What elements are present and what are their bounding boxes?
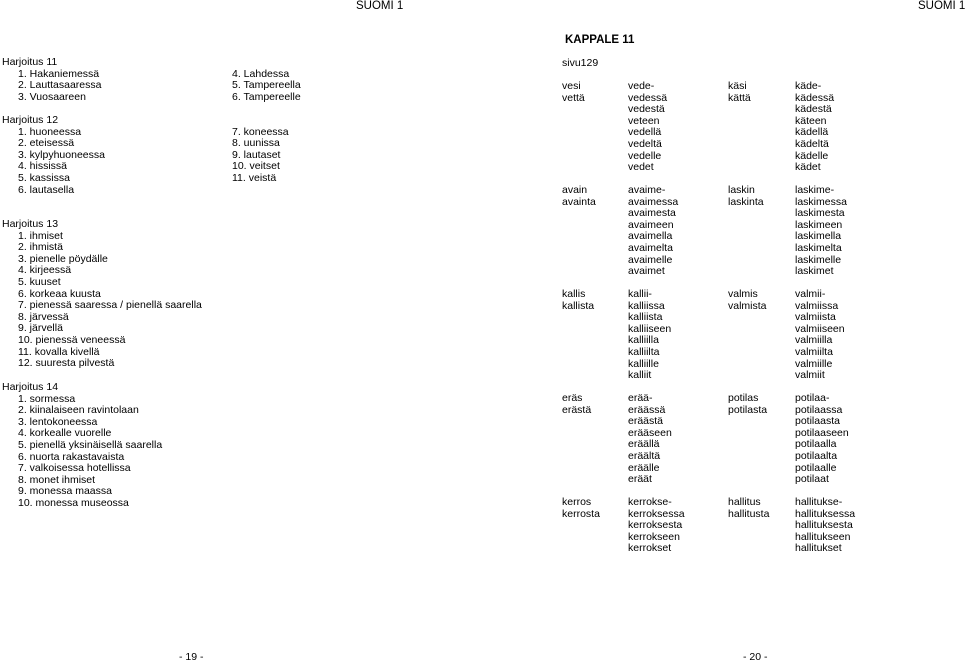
declension-form: potilaassa	[795, 403, 843, 416]
exercise-answer: 3. kylpyhuoneessa	[18, 148, 105, 161]
declension-form: laskimelle	[795, 253, 842, 266]
declension-form: vedellä	[628, 126, 662, 139]
exercise-answer: 6. nuorta rakastavaista	[18, 450, 125, 463]
exercise-answer: 5. kuuset	[18, 276, 61, 288]
declension-form: avainta	[562, 195, 596, 208]
declension-form: kallis	[562, 288, 586, 300]
declension-form: avain	[562, 184, 588, 196]
declension-form: avaimelle	[628, 253, 673, 266]
declension-form: kerrokseen	[628, 530, 680, 543]
declension-form: hallitukseen	[795, 530, 851, 543]
declension-form: vedessä	[628, 91, 668, 104]
declension-form: kerrokset	[628, 542, 672, 555]
declension-form: veteen	[628, 114, 660, 127]
exercise-answer: 2. eteisessä	[18, 137, 75, 150]
declension-form: vede-	[628, 80, 655, 92]
declension-form: laskimesta	[795, 207, 845, 220]
exercise-answer: 9. lautaset	[232, 148, 281, 161]
declension-form: kerrosta	[562, 507, 600, 520]
declension-form: erää-	[628, 392, 653, 404]
chapter-title: KAPPALE 11	[565, 34, 635, 46]
declension-form: potilaa-	[795, 392, 830, 404]
exercise-answer: 2. Lauttasaaressa	[18, 79, 102, 92]
declension-form: potilasta	[728, 403, 768, 416]
declension-form: potilaat	[795, 473, 829, 486]
exercise-answer: 11. veistä	[232, 172, 277, 184]
declension-form: eräässä	[628, 403, 666, 416]
declension-form: hallituksesta	[795, 519, 853, 532]
declension-form: valmiille	[795, 357, 833, 370]
header-right: SUOMI 1	[918, 0, 965, 12]
exercise-answer: 1. huoneessa	[18, 125, 82, 138]
declension-form: valmiilta	[795, 346, 833, 358]
exercise-answer: 7. pienessä saaressa / pienellä saarella	[18, 299, 202, 312]
exercise-answer: 3. Vuosaareen	[18, 90, 86, 103]
declension-form: kerros	[562, 496, 592, 508]
exercise-heading: Harjoitus 12	[2, 114, 59, 126]
declension-form: laskimella	[795, 230, 842, 243]
declension-form: avaimeen	[628, 218, 674, 231]
exercise-heading: Harjoitus 13	[2, 218, 59, 230]
exercise-answer: 10. monessa museossa	[18, 497, 129, 509]
declension-form: valmii-	[795, 288, 826, 300]
exercise-answer: 8. monet ihmiset	[18, 473, 96, 486]
declension-form: potilaalla	[795, 438, 837, 451]
declension-form: eräästä	[628, 415, 664, 428]
declension-form: valmiiseen	[795, 322, 845, 335]
declension-form: vedelle	[628, 149, 662, 162]
declension-form: kädet	[795, 161, 821, 174]
declension-form: kalliille	[628, 357, 659, 370]
declension-form: kädelle	[795, 149, 829, 162]
declension-form: laskimet	[795, 265, 834, 278]
page-number-left: - 19 -	[179, 651, 204, 663]
declension-form: valmiilla	[795, 334, 833, 347]
exercise-answer: 7. koneessa	[232, 125, 289, 138]
declension-form: kädellä	[795, 126, 829, 139]
declension-form: potilaaseen	[795, 426, 849, 439]
declension-form: vesi	[562, 80, 581, 92]
exercise-answer: 5. kassissa	[18, 172, 70, 184]
declension-form: kalliiseen	[628, 322, 672, 335]
exercise-answer: 9. monessa maassa	[18, 485, 112, 498]
exercise-answer: 9. järvellä	[18, 322, 63, 335]
exercise-answer: 4. korkealle vuorelle	[18, 427, 112, 440]
declension-form: hallituksessa	[795, 507, 856, 520]
declension-form: laskimelta	[795, 242, 842, 254]
declension-form: valmista	[728, 299, 767, 312]
exercise-answer: 10. veitset	[232, 160, 280, 173]
declension-form: kalliilta	[628, 346, 660, 358]
declension-form: vettä	[562, 91, 585, 104]
exercise-answer: 8. järvessä	[18, 310, 69, 323]
declension-form: eräälle	[628, 461, 660, 474]
declension-form: laskimeen	[795, 218, 843, 231]
exercise-answer: 10. pienessä veneessä	[18, 334, 126, 346]
exercise-answer: 4. hississä	[18, 160, 68, 173]
page-reference: sivu129	[562, 57, 599, 69]
exercise-answer: 5. pienellä yksinäisellä saarella	[18, 439, 163, 451]
declension-form: kerroksessa	[628, 507, 685, 520]
declension-form: avaimessa	[628, 195, 679, 208]
exercise-answer: 1. sormessa	[18, 392, 76, 405]
declension-form: vedet	[628, 161, 654, 174]
declension-form: valmis	[728, 288, 758, 300]
declension-form: kädessä	[795, 91, 835, 104]
declension-form: potilaalle	[795, 461, 837, 474]
exercise-answer: 4. Lahdessa	[232, 67, 290, 80]
declension-form: eräällä	[628, 438, 660, 451]
declension-form: kallii-	[628, 288, 652, 300]
exercise-answer: 2. kiinalaiseen ravintolaan	[18, 404, 139, 417]
exercise-answer: 6. lautasella	[18, 183, 75, 196]
declension-form: vedestä	[628, 103, 665, 116]
declension-form: kallista	[562, 299, 595, 312]
declension-form: avaimella	[628, 230, 673, 243]
declension-form: avaimet	[628, 265, 665, 278]
declension-form: eräältä	[628, 450, 661, 462]
declension-form: vedeltä	[628, 138, 662, 150]
exercise-heading: Harjoitus 11	[2, 56, 58, 68]
declension-form: kerroksesta	[628, 519, 683, 532]
declension-form: kerrokse-	[628, 496, 672, 508]
declension-form: kädestä	[795, 103, 832, 116]
exercise-heading: Harjoitus 14	[2, 381, 59, 393]
declension-form: käde-	[795, 80, 822, 92]
declension-form: eräs	[562, 392, 583, 404]
exercise-answer: 6. Tampereelle	[232, 90, 301, 103]
declension-form: potilas	[728, 392, 759, 404]
declension-form: laskin	[728, 184, 755, 196]
declension-form: kalliilla	[628, 334, 659, 347]
declension-form: eräät	[628, 473, 652, 486]
declension-form: avaimelta	[628, 242, 673, 254]
declension-form: kalliissa	[628, 299, 665, 312]
exercise-answer: 5. Tampereella	[232, 79, 301, 92]
exercise-answer: 1. Hakaniemessä	[18, 67, 100, 80]
declension-form: erästä	[562, 403, 592, 416]
declension-form: valmiista	[795, 311, 836, 324]
declension-form: potilaalta	[795, 450, 838, 462]
exercise-answer: 2. ihmistä	[18, 241, 63, 254]
exercise-answer: 3. lentokoneessa	[18, 415, 98, 428]
declension-form: laskinta	[728, 195, 764, 208]
declension-form: laskimessa	[795, 195, 847, 208]
declension-form: käteen	[795, 114, 827, 127]
declension-form: kalliista	[628, 311, 663, 324]
page-number-right: - 20 -	[743, 651, 768, 663]
declension-form: hallitukset	[795, 542, 842, 555]
declension-form: kättä	[728, 91, 751, 104]
exercise-answer: 11. kovalla kivellä	[18, 345, 100, 358]
header-left: SUOMI 1	[356, 0, 404, 12]
declension-form: avaimesta	[628, 207, 676, 220]
exercise-answer: 4. kirjeessä	[18, 264, 72, 277]
declension-form: käsi	[728, 80, 747, 92]
exercise-answer: 7. valkoisessa hotellissa	[18, 462, 131, 475]
declension-form: kädeltä	[795, 138, 829, 150]
declension-form: avaime-	[628, 184, 666, 196]
declension-form: hallitusta	[728, 507, 770, 520]
exercise-answer: 8. uunissa	[232, 137, 280, 150]
declension-form: laskime-	[795, 184, 835, 196]
exercise-answer: 1. ihmiset	[18, 229, 63, 242]
declension-form: potilaasta	[795, 415, 840, 428]
exercise-answer: 6. korkeaa kuusta	[18, 287, 101, 300]
declension-form: valmiit	[795, 369, 825, 382]
declension-form: valmiissa	[795, 299, 839, 312]
declension-form: kalliit	[628, 369, 652, 382]
declension-form: erääseen	[628, 426, 672, 439]
exercise-answer: 3. pienelle pöydälle	[18, 252, 108, 265]
declension-form: hallitus	[728, 496, 761, 508]
exercise-answer: 12. suuresta pilvestä	[18, 357, 115, 370]
declension-form: hallitukse-	[795, 496, 843, 508]
